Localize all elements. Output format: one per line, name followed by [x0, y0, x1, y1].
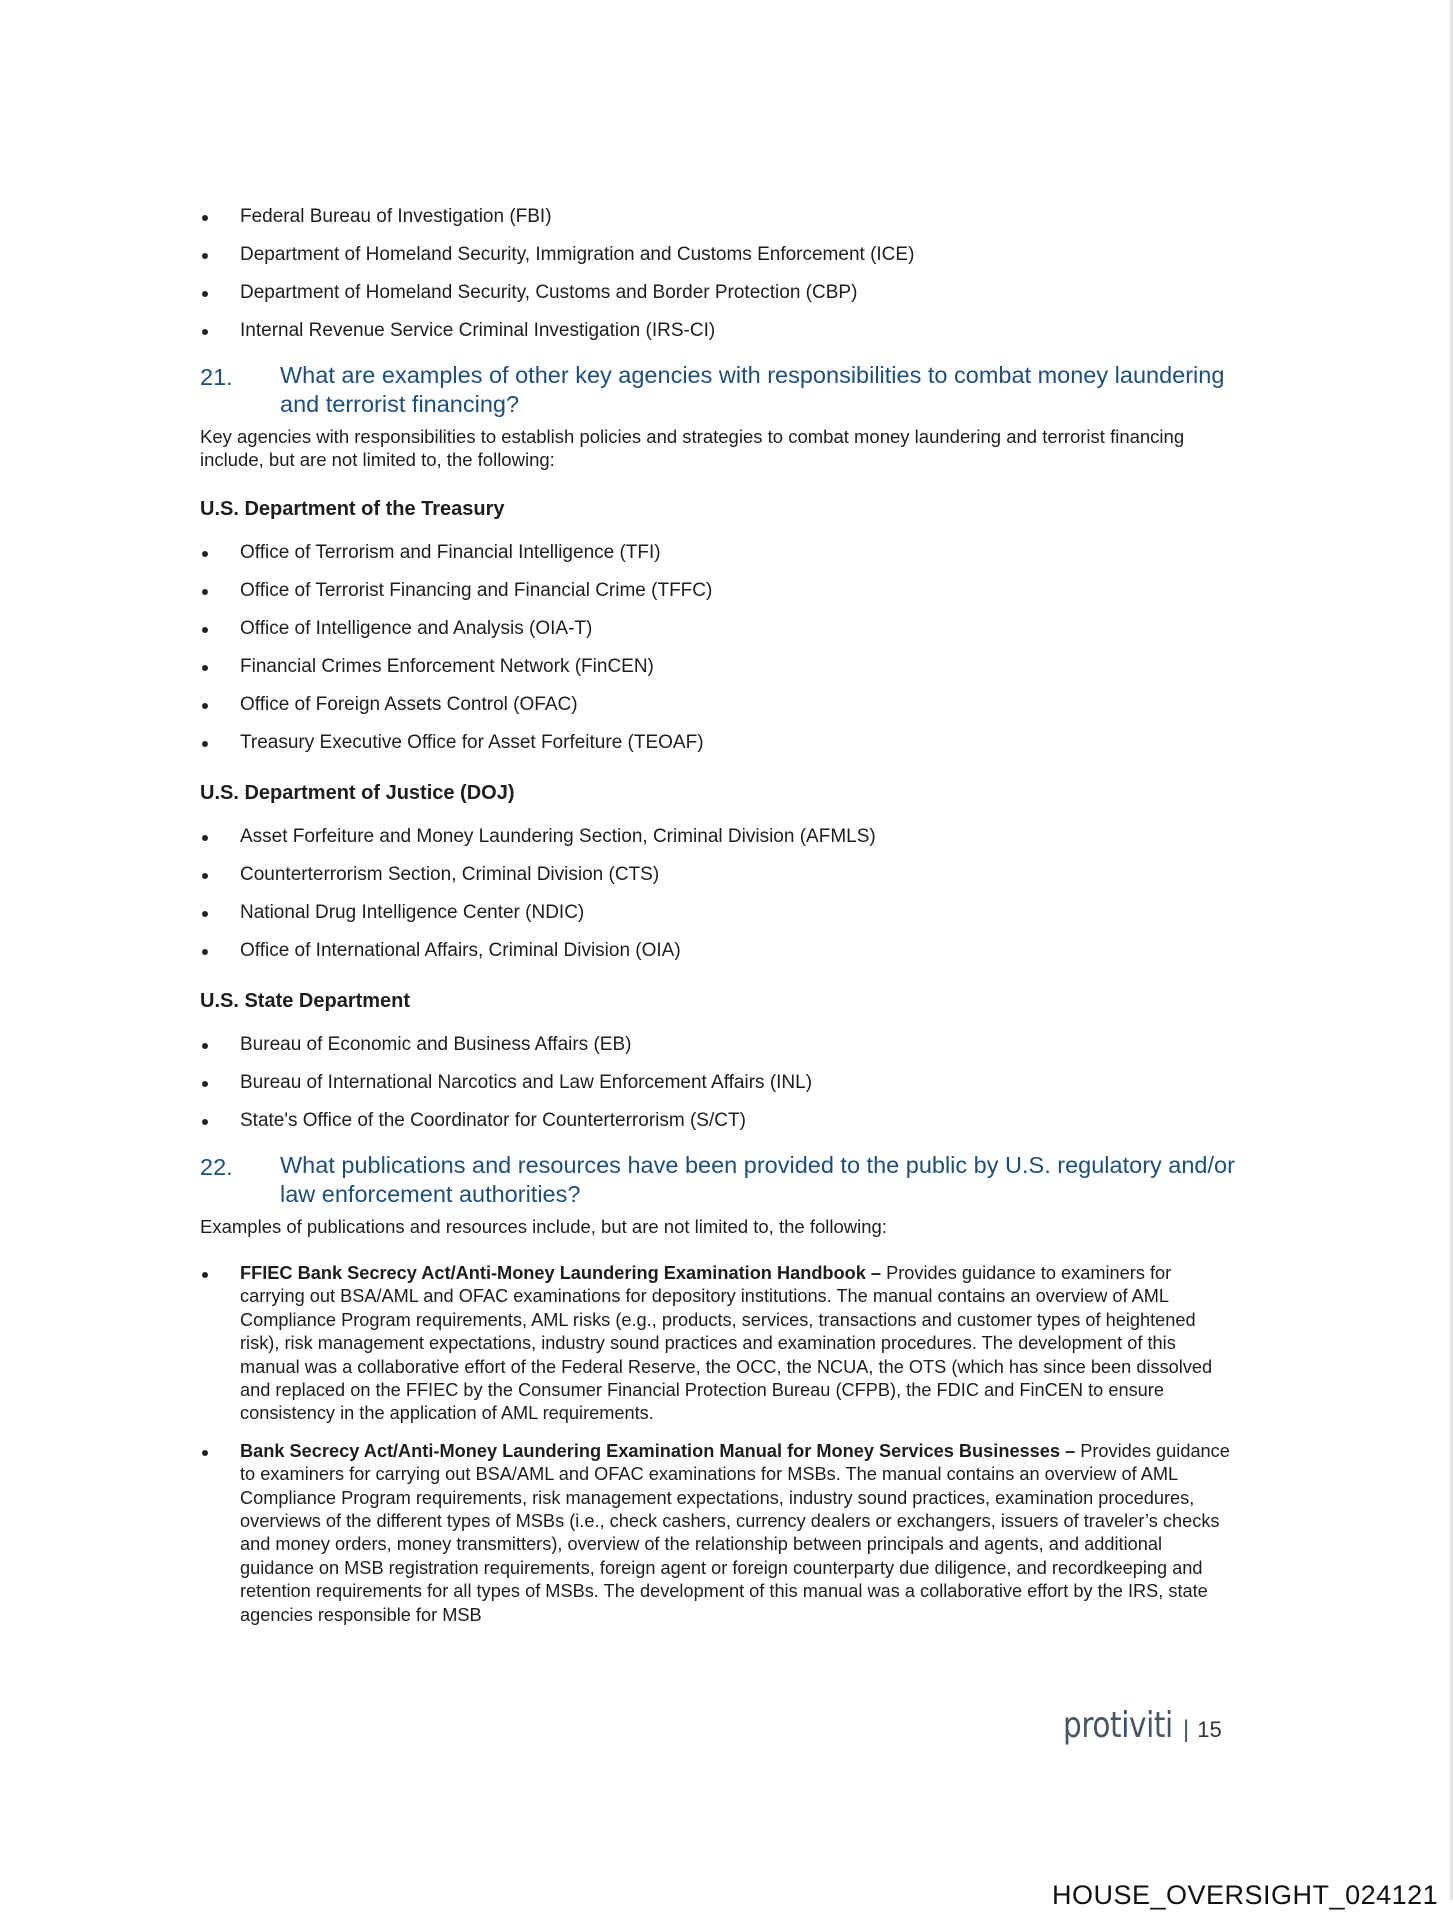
bullet-icon [202, 703, 208, 709]
bullet-icon [202, 1043, 208, 1049]
list-item: Internal Revenue Service Criminal Investigation (IRS-CI) [200, 319, 1240, 343]
page-content [200, 205, 1240, 1641]
list-item: Department of Homeland Security, Immigration and Customs Enforcement (ICE) [200, 243, 1240, 267]
section-heading-state: U.S. State Department [200, 990, 411, 1012]
list-item [200, 1262, 1240, 1426]
list-item: Financial Crimes Enforcement Network (FinCEN) [200, 655, 1240, 679]
state-agency-list [200, 1033, 1240, 1133]
list-item: State's Office of the Coordinator for Counterterrorism (S/CT) [200, 1109, 1240, 1133]
list-item: Counterterrorism Section, Criminal Division (CTS) [200, 863, 1240, 887]
bullet-icon [202, 1119, 208, 1125]
footer-separator: | [1182, 1716, 1190, 1743]
list-item: Office of Intelligence and Analysis (OIA-T) [200, 617, 1240, 641]
list-item: Department of Homeland Security, Customs and Border Protection (CBP) [200, 281, 1240, 305]
list-item: National Drug Intelligence Center (NDIC) [200, 901, 1240, 925]
bates-number: HOUSE_OVERSIGHT_024121 [1052, 1880, 1439, 1910]
section-heading-treasury: U.S. Department of the Treasury [200, 498, 505, 520]
question-text: What are examples of other key agencies with responsibilities to combat money laundering and terrorist financing? [280, 362, 1225, 417]
question-number: 22. [200, 1154, 233, 1180]
bullet-icon [202, 949, 208, 955]
publication-description: Provides guidance to examiners for carrying out BSA/AML and OFAC examinations for depository institutions. The manual contains an overview of AML Compliance Program requirements, AML risks (e.g., products, services, transactions and customer types of heightened risk), risk management expectations, industry sound practices and examination procedures. The development of this manual was a collaborative effort of the Federal Reserve, the OCC, the NCUA, the OTS (which has since been dissolved and replaced on the FFIEC by the Consumer Financial Protection Bureau (CFPB), the FDIC and FinCEN to ensure consistency in the application of AML requirements. [240, 1263, 1213, 1424]
question-text: What publications and resources have been provided to the public by U.S. regulatory and/or law enforcement authorities? [280, 1152, 1235, 1207]
list-item: Office of International Affairs, Criminal Division (OIA) [200, 939, 1240, 963]
page-footer [1063, 1705, 1222, 1746]
list-item: Bureau of Economic and Business Affairs (EB) [200, 1033, 1240, 1057]
question-22-intro: Examples of publications and resources include, but are not limited to, the following: [200, 1216, 887, 1237]
bullet-icon [202, 1450, 208, 1456]
list-item [200, 1440, 1240, 1627]
bullet-icon [202, 329, 208, 335]
bullet-icon [202, 1272, 208, 1278]
bullet-icon [202, 835, 208, 841]
publication-description: Provides guidance to examiners for carrying out BSA/AML and OFAC examinations for MSBs. The manual contains an overview of AML Compliance Program requirements, risk management expectations, industry sound practices, examination procedures, overviews of the different types of MSBs (i.e., check cashers, currency dealers or exchangers, issuers of traveler’s checks and money orders, money transmitters), overview of the relationship between principals and agents, and additional guidance on MSB registration requirements, foreign agent or foreign counterparty due diligence, and recordkeeping and retention requirements for all types of MSBs. The development of this manual was a collaborative effort by the IRS, state agencies responsible for MSB [240, 1440, 1230, 1625]
page-number: 15 [1197, 1717, 1222, 1742]
question-22-heading [200, 1151, 1240, 1209]
publications-list [200, 1262, 1240, 1627]
doj-agency-list [200, 825, 1240, 963]
bullet-icon [202, 215, 208, 221]
list-item: Treasury Executive Office for Asset Forfeiture (TEOAF) [200, 731, 1240, 755]
bullet-icon [202, 253, 208, 259]
list-item: Office of Terrorist Financing and Financial Crime (TFFC) [200, 579, 1240, 603]
law-enforcement-agency-list [200, 205, 1240, 343]
question-number: 21. [200, 364, 233, 390]
bullet-icon [202, 1081, 208, 1087]
bullet-icon [202, 911, 208, 917]
publication-title: Bank Secrecy Act/Anti-Money Laundering Examination Manual for Money Services Businesses – [240, 1440, 1076, 1461]
bullet-icon [202, 627, 208, 633]
bullet-icon [202, 741, 208, 747]
bullet-icon [202, 551, 208, 557]
list-item: Bureau of International Narcotics and Law Enforcement Affairs (INL) [200, 1071, 1240, 1095]
bullet-icon [202, 291, 208, 297]
question-21-intro: Key agencies with responsibilities to establish policies and strategies to combat money laundering and terrorist financing include, but are not limited to, the following: [200, 426, 1185, 470]
list-item: Federal Bureau of Investigation (FBI) [200, 205, 1240, 229]
list-item: Asset Forfeiture and Money Laundering Section, Criminal Division (AFMLS) [200, 825, 1240, 849]
bullet-icon [202, 873, 208, 879]
treasury-agency-list [200, 541, 1240, 755]
protiviti-logo: protiviti [1063, 1705, 1173, 1746]
publication-title: FFIEC Bank Secrecy Act/Anti-Money Laundering Examination Handbook – [240, 1263, 882, 1283]
question-21-heading [200, 361, 1240, 419]
list-item: Office of Foreign Assets Control (OFAC) [200, 693, 1240, 717]
list-item: Office of Terrorism and Financial Intelligence (TFI) [200, 541, 1240, 565]
bullet-icon [202, 665, 208, 671]
bullet-icon [202, 589, 208, 595]
section-heading-doj: U.S. Department of Justice (DOJ) [200, 782, 515, 804]
